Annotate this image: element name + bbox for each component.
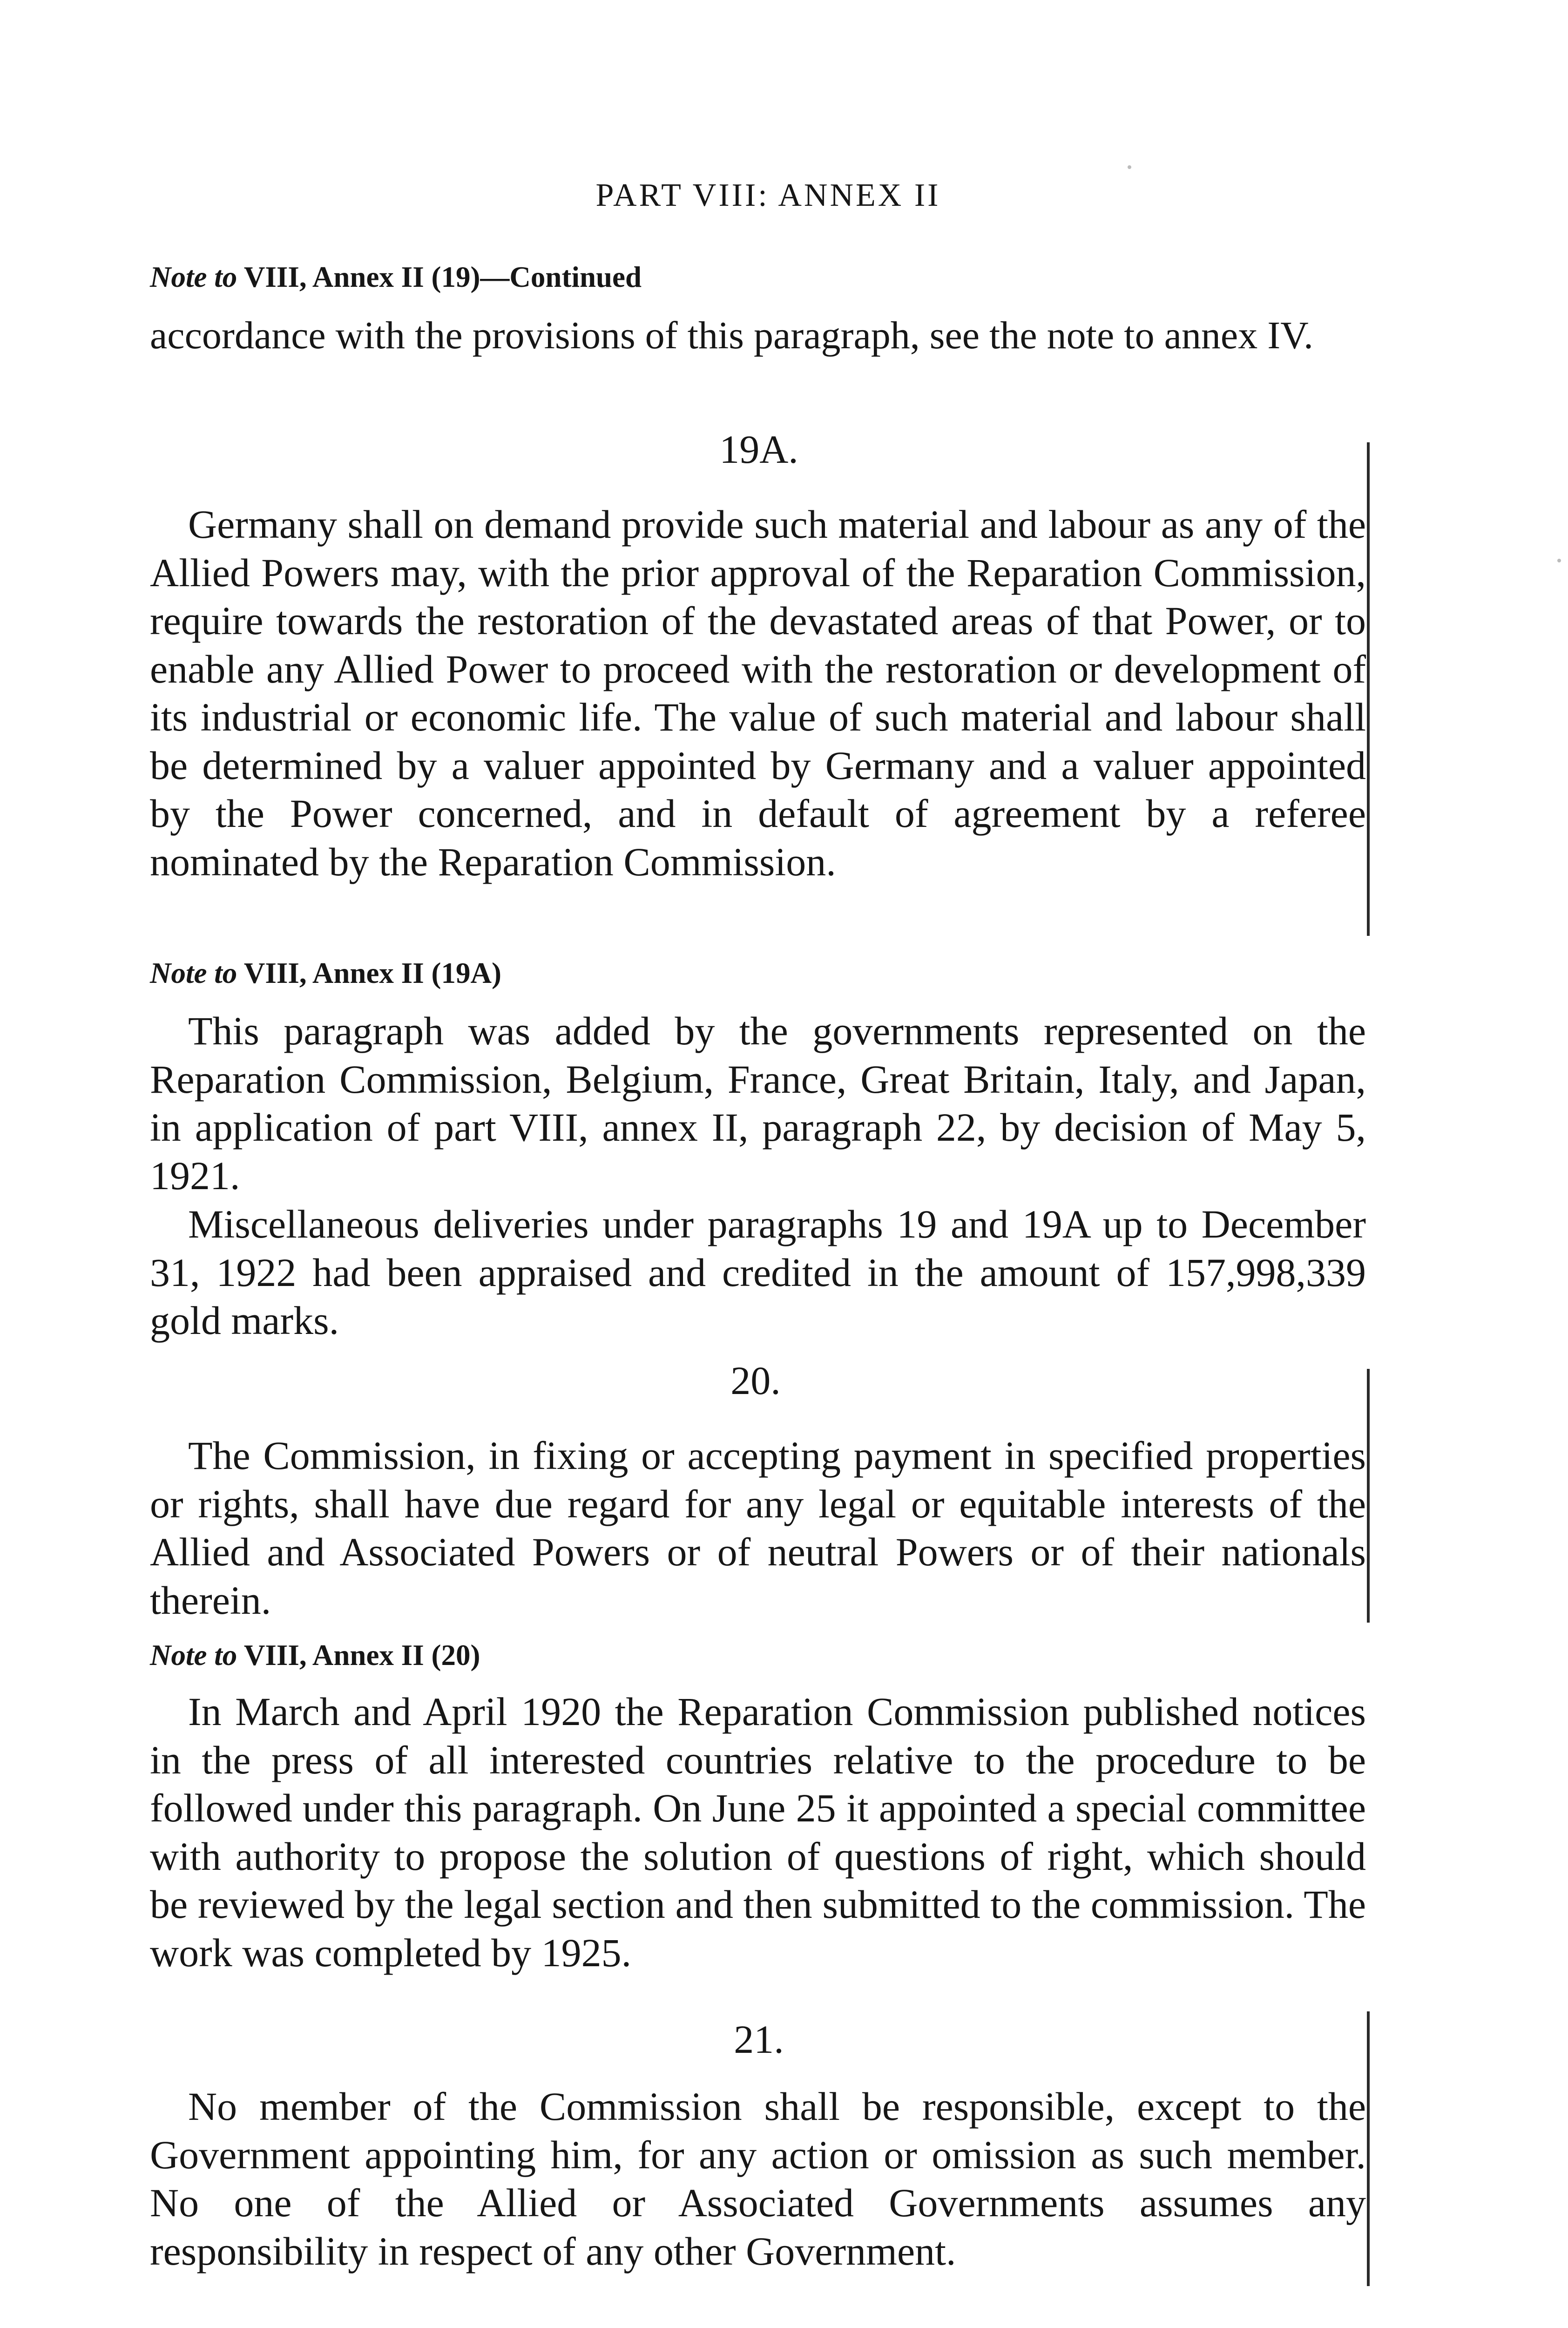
note-reference: VIII, Annex II (20) <box>237 1639 480 1672</box>
scan-speck <box>1557 559 1561 562</box>
note-label: Note to <box>150 1639 237 1672</box>
section-number-20: 20. <box>730 1358 781 1403</box>
revision-bar <box>1367 442 1370 936</box>
section-text-19a: Germany shall on demand provide such material and labour as any of the Allied Powers may, with the prior approval of the Reparation Commission, require towards the restoration of the devastated areas of that Power, or to enable any Allied Power to proceed with the restoration or development of its industrial or economic life. The value of such material and labour shall be determined by a valuer appointed by Germany and a valuer appointed by the Power concerned, and in default of agreement by a referee nominated by the Reparation Commission. <box>150 502 1366 884</box>
running-header: PART VIII: ANNEX II <box>595 177 941 213</box>
note-label: Note to <box>150 261 237 293</box>
section-number-19a: 19A. <box>719 427 798 472</box>
section-text-20: The Commission, in fixing or accepting payment in specified properties or rights, shall have due regard for any legal or equitable interests of the Allied and Associated Powers or of neutral Powers or of their nationals therein. <box>150 1433 1366 1623</box>
note-heading-20 <box>150 1639 480 1672</box>
note-continued-text: accordance with the provisions of this paragraph, see the note to annex IV. <box>150 314 1313 357</box>
note-reference: VIII, Annex II (19A) <box>237 957 501 989</box>
note-heading-19a <box>150 957 501 989</box>
note-paragraph-19a-2: Miscellaneous deliveries under paragraphs 19 and 19A up to December 31, 1922 had been appraised and credited in the amount of 157,998,339 gold marks. <box>150 1202 1366 1343</box>
note-paragraph-20-1: In March and April 1920 the Reparation Commission published notices in the press of all interested countries relative to the procedure to be followed under this paragraph. On June 25 it appointed a special committee with authority to propose the solution of questions of right, which should be reviewed by the legal section and then submitted to the commission. The work was completed by 1925. <box>150 1689 1366 1975</box>
note-paragraph-19a-1: This paragraph was added by the governments represented on the Reparation Commission, Belgium, France, Great Britain, Italy, and Japan, in application of part VIII, annex II, paragraph 22, by decision of May 5, 1921. <box>150 1008 1366 1198</box>
section-text-21: No member of the Commission shall be responsible, except to the Government appointing him, for any action or omission as such member. No one of the Allied or Associated Governments assumes any responsibility in respect of any other Government. <box>150 2084 1366 2274</box>
section-number-21: 21. <box>734 2017 784 2062</box>
note-label: Note to <box>150 957 237 989</box>
note-heading-continued <box>150 261 642 293</box>
revision-bar <box>1367 2011 1370 2286</box>
scan-speck <box>1128 165 1131 169</box>
note-reference: VIII, Annex II (19)—Continued <box>237 261 642 293</box>
revision-bar <box>1367 1369 1370 1623</box>
